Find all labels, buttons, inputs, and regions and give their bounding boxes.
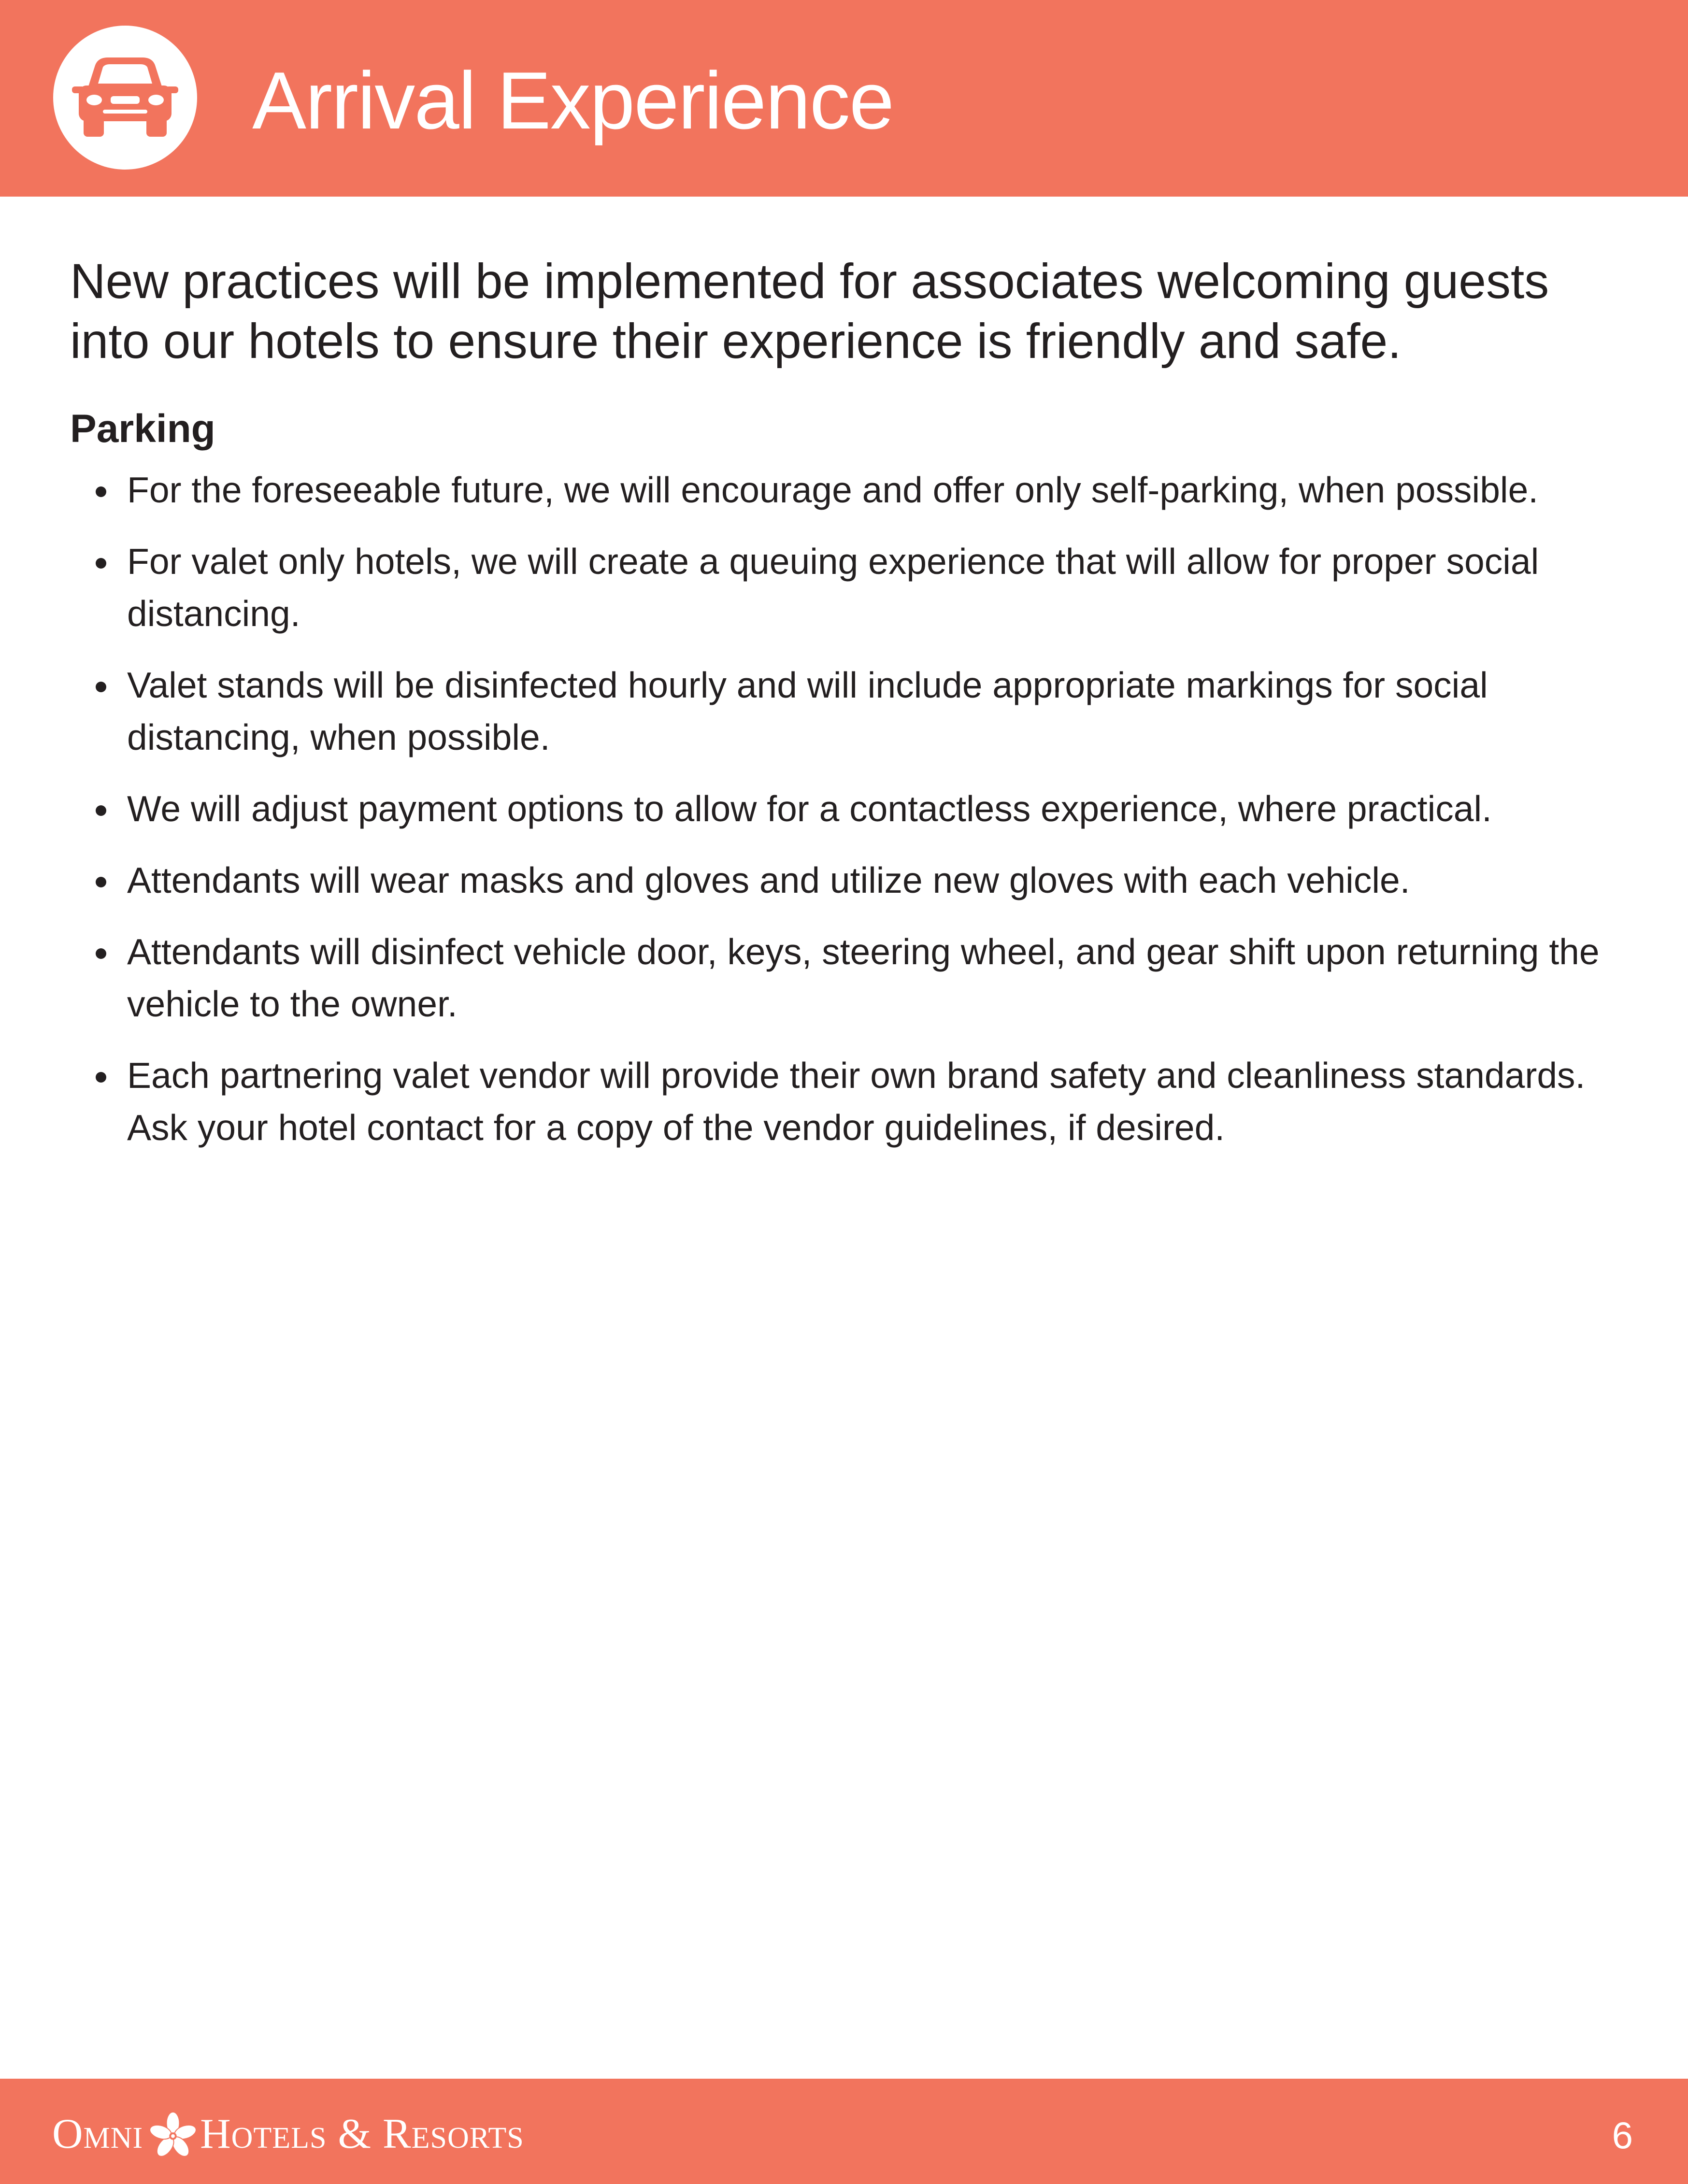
bullet-text: We will adjust payment options to allow for a contactless experience, where practical. xyxy=(127,788,1492,829)
bullet-icon xyxy=(96,805,106,816)
section-heading-parking: Parking xyxy=(70,407,215,451)
bullet-item xyxy=(70,1049,1606,1154)
bullet-text: For valet only hotels, we will create a queuing experience that will allow for proper social distancing. xyxy=(127,541,1539,634)
bullet-item xyxy=(70,783,1606,835)
page-title: Arrival Experience xyxy=(252,55,894,146)
bullet-text: Valet stands will be disinfected hourly and will include appropriate markings for social distancing, when possible. xyxy=(127,665,1488,757)
bullet-text: Attendants will wear masks and gloves and utilize new gloves with each vehicle. xyxy=(127,860,1410,900)
bullet-text: For the foreseeable future, we will encourage and offer only self-parking, when possible. xyxy=(127,470,1539,510)
bullet-text: Attendants will disinfect vehicle door, keys, steering wheel, and gear shift upon returning the vehicle to the owner. xyxy=(127,931,1600,1024)
bullet-item xyxy=(70,464,1606,516)
bullet-icon xyxy=(96,486,106,497)
bullet-icon xyxy=(96,948,106,959)
bullet-item xyxy=(70,926,1606,1030)
bullet-item xyxy=(70,659,1606,763)
page-footer xyxy=(0,2079,1688,2184)
page-header xyxy=(0,0,1688,197)
bullet-icon xyxy=(96,1072,106,1083)
car-icon-badge xyxy=(53,26,197,170)
flower-logo-icon xyxy=(150,2111,196,2157)
parking-bullet-list xyxy=(70,464,1606,1173)
brand-logo xyxy=(52,2108,524,2161)
page-number: 6 xyxy=(1612,2114,1633,2156)
bullet-icon xyxy=(96,682,106,692)
intro-paragraph: New practices will be implemented for associates welcoming guests into our hotels to ensure their experience is friendly and safe. xyxy=(70,254,1549,369)
car-icon xyxy=(72,52,178,143)
bullet-text: Each partnering valet vendor will provide their own brand safety and cleanliness standards. Ask your hotel contact for a copy of the vendor guidelines, if desired. xyxy=(127,1055,1586,1148)
logo-text-right: Hotels & Resorts xyxy=(200,2111,524,2157)
logo-text-left: Omni xyxy=(52,2111,143,2157)
bullet-icon xyxy=(96,877,106,887)
bullet-icon xyxy=(96,558,106,569)
bullet-item xyxy=(70,854,1606,906)
bullet-item xyxy=(70,535,1606,640)
